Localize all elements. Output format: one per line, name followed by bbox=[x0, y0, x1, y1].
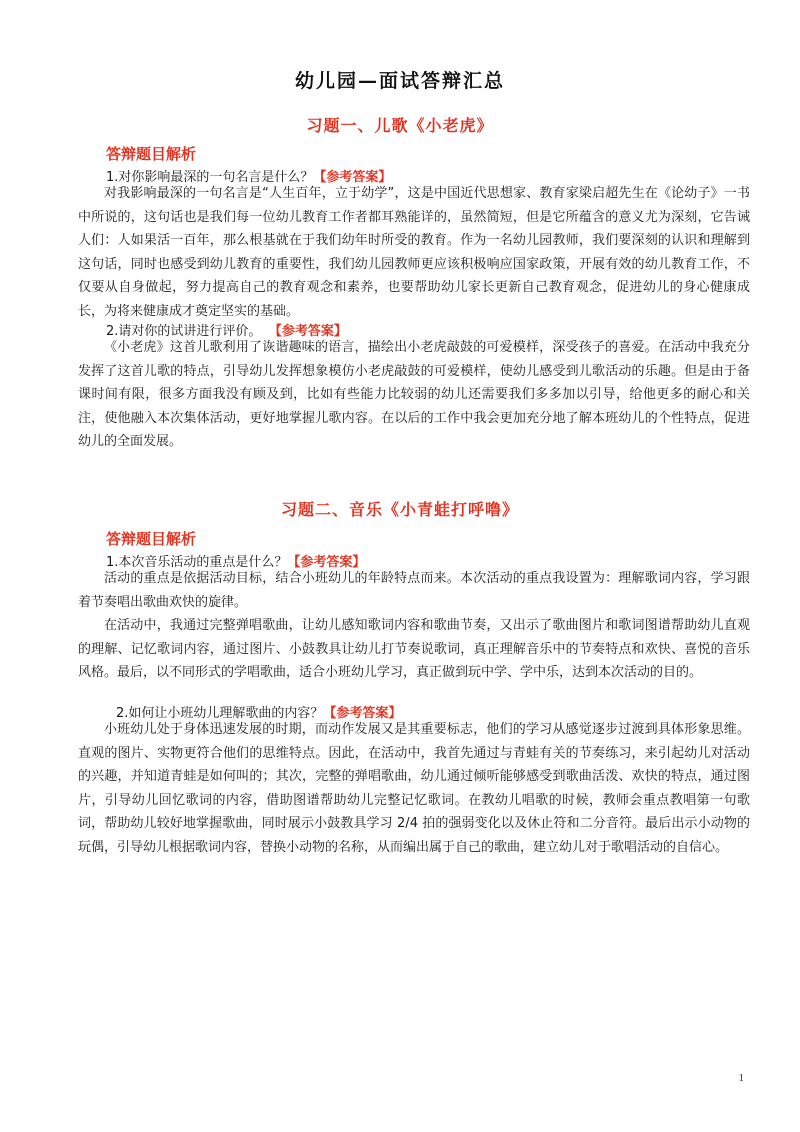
answer-paragraph-2-1b: 在活动中，我通过完整弹唱歌曲，让幼儿感知歌词内容和歌曲节奏，又出示了歌曲图片和歌词图谱帮助幼儿直观的理解、记忆歌词内容，通过图片、小鼓教具让幼儿打节奏说歌词，真正理解音乐中的节奏特点和欢快、喜悦的音乐风格。最后，以不同形式的学唱歌曲，适合小班幼儿学习，真正做到玩中学、学中乐，达到本次活动的目的。 bbox=[78, 618, 750, 681]
question-text: 2.如何让小班幼儿理解歌曲的内容？ bbox=[116, 706, 324, 721]
reference-answer-tag: 【参考答案】 bbox=[275, 324, 347, 339]
section-title-1: 习题一、儿歌《小老虎》 bbox=[306, 116, 494, 135]
reference-answer-tag: 【参考答案】 bbox=[323, 706, 402, 721]
answer-paragraph-2-2: 小班幼儿处于身体迅速发展的时期，而动作发展又是其重要标志，他们的学习从感觉逐步过渡到具体形象思维。直观的图片、实物更符合他们的思维特点。因此，在活动中，我首先通过与青蛙有关的节奏练习，来引起幼儿对活动的兴趣，并知道青蛙是如何叫的；其次，完整的弹唱歌曲，幼儿通过倾听能够感受到歌曲活泼、欢快的特点，通过图片，引导幼儿回忆歌词的内容，借助图谱帮助幼儿完整记忆歌词。在教幼儿唱歌的时候，教师会重点教唱第一句歌词，帮助幼儿较好地掌握歌曲，同时展示小鼓教具学习 2/4 拍的强弱变化以及休止符和二分音符。最后出示小动物的玩偶，引导幼儿根据歌词内容，替换小动物的名称，从而编出属于自己的歌曲，建立幼儿对于歌唱活动的自信心。 bbox=[78, 722, 750, 855]
answer-paragraph-2-1a: 活动的重点是依据活动目标，结合小班幼儿的年龄特点而来。本次活动的重点我设置为：理解歌词内容，学习跟着节奏唱出歌曲欢快的旋律。 bbox=[78, 571, 750, 610]
document-title: 幼儿园—面试答辩汇总 bbox=[294, 70, 505, 92]
question-text: 1.对你影响最深的一句名言是什么？ bbox=[106, 170, 314, 185]
reference-answer-tag: 【参考答案】 bbox=[313, 170, 392, 185]
answer-paragraph-1-2: 《小老虎》这首儿歌利用了诙谐趣味的语言，描绘出小老虎敲鼓的可爱模样，深受孩子的喜爱。在活动中我充分发挥了这首儿歌的特点，引导幼儿发挥想象模仿小老虎敲鼓的可爱模样，使幼儿感受到儿歌活动的乐趣。但是由于备课时间有限，很多方面我没有顾及到，比如有些能力比较弱的幼儿还需要我们多多加以引导，给他更多的耐心和关注，使他融入本次集体活动，更好地掌握儿歌内容。在以后的工作中我会更加充分地了解本班幼儿的个性特点，促进幼儿的全面发展。 bbox=[78, 340, 750, 450]
question-text: 2.请对你的试讲进行评价。 bbox=[106, 324, 262, 339]
question-text: 1.本次音乐活动的重点是什么？ bbox=[106, 555, 288, 570]
reference-answer-tag: 【参考答案】 bbox=[287, 555, 366, 570]
page-number: 1 bbox=[738, 1072, 744, 1084]
section-title-2: 习题二、音乐《小青蛙打呼噜》 bbox=[280, 500, 519, 519]
section-subhead-2: 答辩题目解析 bbox=[106, 530, 197, 548]
answer-paragraph-1-1: 对我影响最深的一句名言是“人生百年，立于幼学”，这是中国近代思想家、教育家梁启超先生在《论幼子》一书中所说的，这句话也是我们每一位幼儿教育工作者都耳熟能详的，虽然简短，但是它所蕴含的意义尤为深刻，它告诫人们：人如果活一百年，那么根基就在于我们幼年时所受的教育。作为一名幼儿园教师，我们要深刻的认识和理解到这句话，同时也感受到幼儿教育的重要性，我们幼儿园教师更应该积极响应国家政策，开展有效的幼儿教育工作，不仅要从自身做起，努力提高自己的教育观念和素养，也要帮助幼儿家长更新自己教育观念，促进幼儿的身心健康成长，为将来健康成才奠定坚实的基础。 bbox=[78, 186, 750, 319]
section-subhead-1: 答辩题目解析 bbox=[106, 145, 197, 163]
